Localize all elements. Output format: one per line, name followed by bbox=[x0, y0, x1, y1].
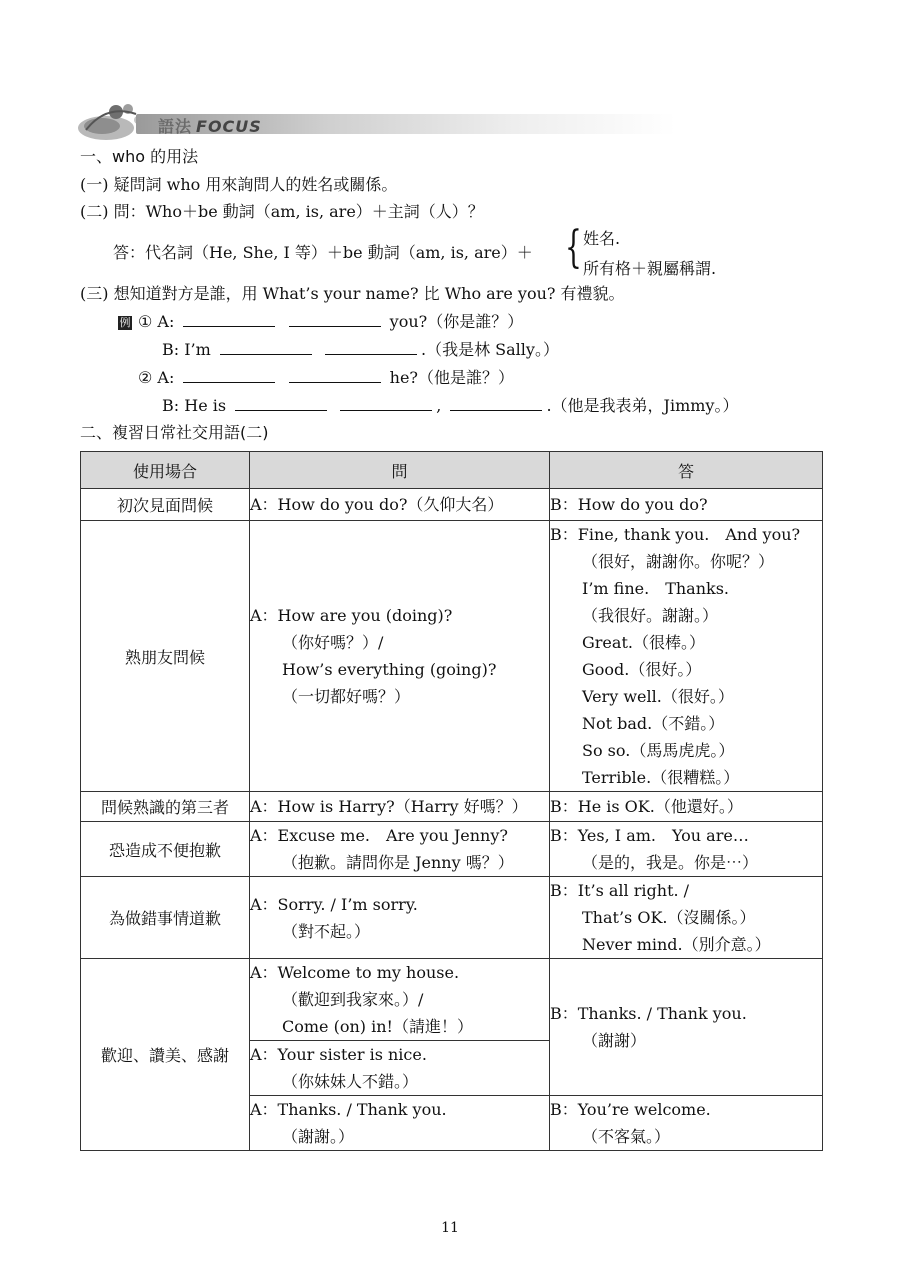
answer-cell bbox=[550, 959, 823, 1096]
answer-cell bbox=[550, 1096, 823, 1151]
rule-item-1: (一) 疑問詞 who 用來詢問人的姓名或關係。 bbox=[80, 175, 398, 194]
ask-line: （一切都好嗎？） bbox=[282, 687, 411, 706]
answer-blank[interactable] bbox=[289, 368, 381, 383]
ask-cell bbox=[250, 521, 550, 792]
rule-item-3: (三) 想知道對方是誰，用 What’s your name? 比 Who are you? 有禮貌。 bbox=[80, 284, 625, 303]
ask-line: A：How is Harry?（Harry 好嗎？） bbox=[250, 797, 528, 816]
answer-line: B：It’s all right. / bbox=[550, 881, 690, 900]
answer-line: （很好，謝謝你。你呢？） bbox=[582, 552, 775, 571]
answer-line: So so.（馬馬虎虎。） bbox=[582, 741, 735, 760]
answer-line: Terrible.（很糟糕。） bbox=[582, 768, 740, 787]
ask-line: （你妹妹人不錯。） bbox=[282, 1072, 419, 1091]
brace-option-name: 姓名. bbox=[583, 229, 621, 248]
answer-blank[interactable] bbox=[183, 312, 275, 327]
page-number: 11 bbox=[441, 1220, 459, 1236]
answer-blank[interactable] bbox=[289, 312, 381, 327]
example-2a bbox=[138, 368, 514, 388]
table-row bbox=[81, 792, 823, 822]
answer-cell bbox=[550, 877, 823, 959]
example-1b bbox=[162, 340, 559, 360]
section1-heading: 一、who 的用法 bbox=[80, 147, 199, 166]
answer-line: B：Yes, I am. You are… bbox=[550, 826, 749, 845]
ask-cell bbox=[250, 877, 550, 959]
answer-line: B：How do you do? bbox=[550, 495, 708, 514]
ask-line: （對不起。） bbox=[282, 921, 371, 941]
ask-line: （抱歉。請問你是 Jenny 嗎？） bbox=[282, 853, 514, 872]
ask-line: How’s everything (going)? bbox=[282, 660, 497, 679]
ask-line: A：Welcome to my house. bbox=[250, 963, 460, 982]
answer-line: （是的，我是。你是⋯） bbox=[582, 853, 759, 872]
occasion-cell: 問候熟識的第三者 bbox=[81, 792, 250, 822]
curly-brace-icon: { bbox=[565, 222, 582, 273]
header-occasion: 使用場合 bbox=[81, 452, 250, 489]
header-answer: 答 bbox=[550, 452, 823, 489]
ask-line: （你好嗎？）/ bbox=[282, 633, 384, 652]
ask-cell bbox=[250, 1041, 550, 1096]
example-1a-prefix: ① A: bbox=[138, 312, 175, 331]
ask-cell bbox=[250, 959, 550, 1041]
occasion-cell: 恐造成不便抱歉 bbox=[81, 822, 250, 877]
ask-line: A：Your sister is nice. bbox=[250, 1045, 427, 1064]
ask-line: A：Thanks. / Thank you. bbox=[250, 1100, 447, 1119]
table-row bbox=[81, 959, 823, 1041]
rule-item-2: (二) 問：Who＋be 動詞（am, is, are）＋主詞（人）？ bbox=[80, 202, 484, 221]
answer-line: B：He is OK.（他還好。） bbox=[550, 797, 743, 816]
ask-line: （謝謝。） bbox=[282, 1127, 355, 1146]
occasion-cell: 初次見面問候 bbox=[81, 489, 250, 521]
header-ask: 問 bbox=[250, 452, 550, 489]
answer-line: B：Fine, thank you. And you? bbox=[550, 525, 801, 544]
answer-line: That’s OK.（沒關係。） bbox=[582, 908, 756, 927]
answer-line: B：You’re welcome. bbox=[550, 1100, 711, 1119]
section2-heading: 二、複習日常社交用語(二) bbox=[80, 423, 269, 442]
ask-line: A：How are you (doing)? bbox=[250, 606, 453, 625]
example-1b-prefix: B: I’m bbox=[162, 340, 211, 359]
ask-line: A：How do you do?（久仰大名） bbox=[250, 495, 504, 514]
answer-blank[interactable] bbox=[325, 340, 417, 355]
banner-title-zh: 語法 bbox=[158, 117, 193, 136]
occasion-cell: 熟朋友問候 bbox=[81, 521, 250, 792]
banner-title-en: FOCUS bbox=[196, 117, 262, 136]
ask-cell bbox=[250, 822, 550, 877]
answer-cell bbox=[550, 792, 823, 822]
answer-line: Great.（很棒。） bbox=[582, 633, 705, 652]
table-header-row bbox=[81, 452, 823, 489]
banner-title bbox=[158, 114, 262, 137]
answer-blank[interactable] bbox=[450, 396, 542, 411]
answer-line: B：Thanks. / Thank you. bbox=[550, 1004, 747, 1023]
example-1a-suffix: you?（你是誰？） bbox=[389, 312, 524, 331]
answer-line: （不客氣。） bbox=[582, 1127, 671, 1146]
social-phrases-table bbox=[80, 451, 823, 1151]
ask-cell bbox=[250, 489, 550, 521]
brace-option-relation: 所有格＋親屬稱謂. bbox=[583, 259, 717, 278]
example-2b-prefix: B: He is bbox=[162, 396, 227, 415]
example-1b-suffix: .（我是林 Sally。） bbox=[421, 340, 559, 359]
table-row bbox=[81, 489, 823, 521]
answer-cell bbox=[550, 822, 823, 877]
example-mark-icon: 例 bbox=[119, 315, 131, 329]
answer-line: I’m fine. Thanks. bbox=[582, 579, 730, 598]
example-2a-prefix: ② A: bbox=[138, 368, 175, 387]
example-2a-suffix: he?（他是誰？） bbox=[389, 368, 515, 387]
answer-cell bbox=[550, 489, 823, 521]
answer-line: Not bad.（不錯。） bbox=[582, 714, 725, 733]
answer-blank[interactable] bbox=[340, 396, 432, 411]
example-2b-mid: , bbox=[436, 396, 442, 415]
table-row bbox=[81, 521, 823, 792]
answer-blank[interactable] bbox=[220, 340, 312, 355]
answer-line: （我很好。謝謝。） bbox=[582, 606, 719, 625]
answer-blank[interactable] bbox=[183, 368, 275, 383]
example-1a bbox=[118, 312, 523, 332]
answer-blank[interactable] bbox=[235, 396, 327, 411]
ask-line: Come (on) in!（請進！） bbox=[282, 1017, 473, 1036]
answer-line: Good.（很好。） bbox=[582, 660, 702, 679]
example-2b bbox=[162, 396, 738, 416]
section-banner bbox=[76, 100, 676, 142]
occasion-cell: 歡迎、讚美、感謝 bbox=[81, 959, 250, 1151]
ask-line: （歡迎到我家來。）/ bbox=[282, 990, 424, 1009]
ask-line: A：Excuse me. Are you Jenny? bbox=[250, 826, 508, 845]
answer-line: （謝謝） bbox=[582, 1031, 647, 1050]
ask-cell bbox=[250, 1096, 550, 1151]
occasion-cell: 為做錯事情道歉 bbox=[81, 877, 250, 959]
table-row bbox=[81, 877, 823, 959]
table-row bbox=[81, 822, 823, 877]
answer-cell bbox=[550, 521, 823, 792]
example-2b-suffix: .（他是我表弟，Jimmy。） bbox=[546, 396, 739, 415]
ask-line: A：Sorry. / I’m sorry. bbox=[250, 894, 418, 914]
rule-item-2-answer: 答：代名詞（He, She, I 等）＋be 動詞（am, is, are）＋ bbox=[113, 243, 533, 262]
answer-line: Very well.（很好。） bbox=[582, 687, 734, 706]
answer-line: Never mind.（別介意。） bbox=[582, 935, 771, 954]
ask-cell bbox=[250, 792, 550, 822]
